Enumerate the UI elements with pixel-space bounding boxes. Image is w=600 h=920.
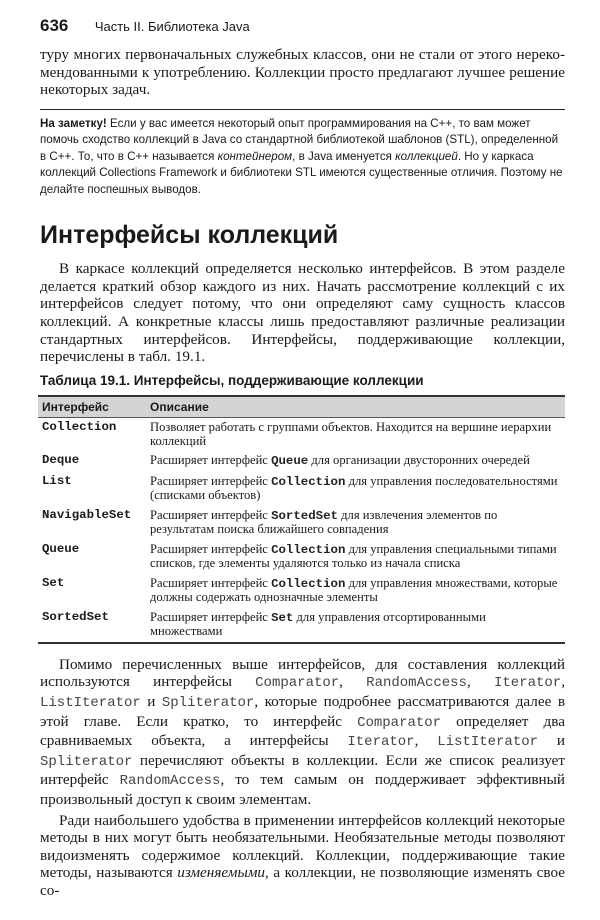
paragraph-after-table: [40, 656, 565, 809]
text-segment: определяет два сравниваемых объекта, а интерфейсы: [40, 712, 565, 750]
text-segment: . Но у каркаса коллекций Collections Framework и библиотеки STL имеются существенные отличия. Поэтому не делайте поспешных выводов.: [40, 149, 563, 196]
text-segment: для управления последовательностями (списками объектов): [150, 473, 558, 503]
interface-name: List: [42, 473, 72, 488]
inline-code: Collection: [271, 576, 346, 591]
inline-code: Iterator: [347, 734, 415, 751]
text-segment: , в Java именуется: [292, 149, 396, 163]
interface-name: Collection: [42, 420, 117, 435]
text-segment: для управления множествами, которые должны содержать однозначные элементы: [150, 575, 558, 605]
text-segment: , которые подробнее рассматриваются далее в этой главе. Если кратко, то интерфейс: [40, 693, 565, 730]
text-segment: Ради наибольшего удобства в применении интерфейсов коллекций некоторые методы в них могут быть необязательными. Необязательные методы позволяют видоизменять содержимое коллекций. Коллекции, поддерживающие такие методы, называются: [40, 811, 565, 882]
intro-paragraph: [40, 46, 565, 99]
interface-description: [146, 540, 565, 574]
inline-code: Comparator: [255, 675, 340, 692]
text-segment: , а коллекции, не позволяющие изменять свое со-: [40, 864, 565, 899]
interface-description: [146, 451, 565, 472]
note-label: На заметку!: [40, 116, 107, 130]
text-segment: Расширяет интерфейс: [150, 541, 272, 556]
text-segment: В каркасе коллекций определяется несколько интерфейсов. В этом разделе делается краткий обзор каждого из них. Начать рассмотрение коллекций с их интерфейсов следует потому, что они определяют саму сущность классов коллекций. А конкретные классы лишь предоставляют различные реализации стандартных интерфейсов. Интерфейсы, поддерживающие коллекции, перечислены в табл. 19.1.: [40, 260, 565, 366]
text-segment: Расширяет интерфейс: [150, 507, 272, 522]
inline-code: RandomAccess: [366, 675, 467, 692]
page-number: 636: [40, 16, 69, 35]
section-paragraph: [40, 260, 565, 366]
inline-code: Iterator: [494, 675, 562, 692]
text-segment: и: [538, 732, 566, 750]
table-body: [38, 418, 565, 643]
inline-code: Queue: [271, 454, 309, 469]
table-row: [38, 451, 565, 472]
text-segment: перечисляют объекты в коллекции. Если же список реализует интерфейс: [40, 751, 565, 789]
text-segment: ,: [561, 673, 566, 691]
text-segment: для управления специальными типами списков, где элементы удаляются только из начала списка: [150, 541, 557, 571]
text-segment: ,: [339, 673, 367, 691]
note-box: [40, 116, 565, 199]
inline-code: Comparator: [357, 714, 442, 731]
inline-code: Spliterator: [40, 753, 133, 770]
after-table-block: [40, 656, 565, 900]
table-row: [38, 540, 565, 574]
emphasis-text: коллекцией: [395, 149, 458, 163]
text-segment: для управления отсортированными множествами: [150, 609, 486, 639]
section-heading: Интерфейсы коллекций: [40, 221, 339, 250]
inline-code: ListIterator: [437, 734, 539, 751]
text-segment: туру многих первоначальных служебных классов, они не стали от этого нерекомендованными к употреблению. Коллекции просто предлагают лучшее решение некоторых задач.: [40, 46, 565, 99]
emphasis-text: изменяемыми: [177, 864, 266, 882]
last-paragraph: [40, 812, 565, 900]
interfaces-table: [38, 395, 565, 644]
interface-name: Deque: [42, 453, 80, 468]
table-row: [38, 418, 565, 452]
text-segment: Расширяет интерфейс: [150, 575, 272, 590]
inline-code: Spliterator: [161, 695, 255, 712]
table-row: [38, 574, 565, 608]
text-segment: , то тем самым он поддерживает эффективный произвольный доступ к своим элементам.: [40, 771, 565, 808]
page-header: [40, 16, 565, 36]
note-text: [40, 117, 563, 196]
table-header-row: [38, 396, 565, 418]
interface-description: [146, 418, 565, 452]
inline-code: RandomAccess: [119, 773, 221, 790]
text-segment: Расширяет интерфейс: [150, 453, 272, 468]
inline-code: Collection: [271, 474, 346, 489]
inline-code: Set: [271, 610, 294, 625]
text-segment: ,: [414, 732, 438, 750]
section-paragraph-block: [40, 260, 565, 366]
interface-name: SortedSet: [38, 608, 146, 643]
intro-paragraph-block: [40, 46, 565, 99]
text-segment: и: [140, 693, 162, 711]
inline-code: SortedSet: [271, 508, 338, 523]
table-row: [38, 608, 565, 643]
running-title: Часть II. Библиотека Java: [94, 19, 250, 34]
interface-name: Set: [42, 575, 65, 590]
text-segment: Позволяет работать с группами объектов. Находится на вершине иерархии коллекций: [150, 420, 552, 448]
interface-name: Queue: [42, 541, 80, 556]
interface-name: NavigableSet: [42, 507, 132, 522]
inline-code: Collection: [271, 542, 346, 557]
text-segment: Расширяет интерфейс: [150, 609, 272, 624]
column-header-description: Описание: [146, 396, 565, 418]
text-segment: ,: [467, 673, 494, 691]
column-header-interface: Интерфейс: [38, 396, 146, 418]
text-segment: для извлечения элементов по результатам поиска ближайшего совпадения: [150, 507, 498, 537]
note-divider: [40, 109, 565, 110]
interface-description: [146, 574, 565, 608]
text-segment: для организации двусторонних очередей: [308, 453, 530, 468]
table-row: [38, 472, 565, 506]
text-segment: Расширяет интерфейс: [150, 473, 272, 488]
interface-description: [146, 506, 565, 540]
text-segment: Помимо перечисленных выше интерфейсов, для составления коллекций используются интерфейсы: [40, 655, 565, 691]
emphasis-text: контейнером: [217, 149, 293, 163]
interface-description: [146, 608, 565, 643]
text-segment: Если у вас имеется некоторый опыт программирования на C++, то вам может помочь сходство коллекций в Java со стандартной библиотекой шаблонов (STL), определенной в C++. То, что в C++ называется: [40, 116, 559, 163]
table-row: [38, 506, 565, 540]
table-caption: Таблица 19.1. Интерфейсы, поддерживающие коллекции: [40, 372, 424, 388]
inline-code: ListIterator: [40, 695, 141, 712]
interface-description: [146, 472, 565, 506]
